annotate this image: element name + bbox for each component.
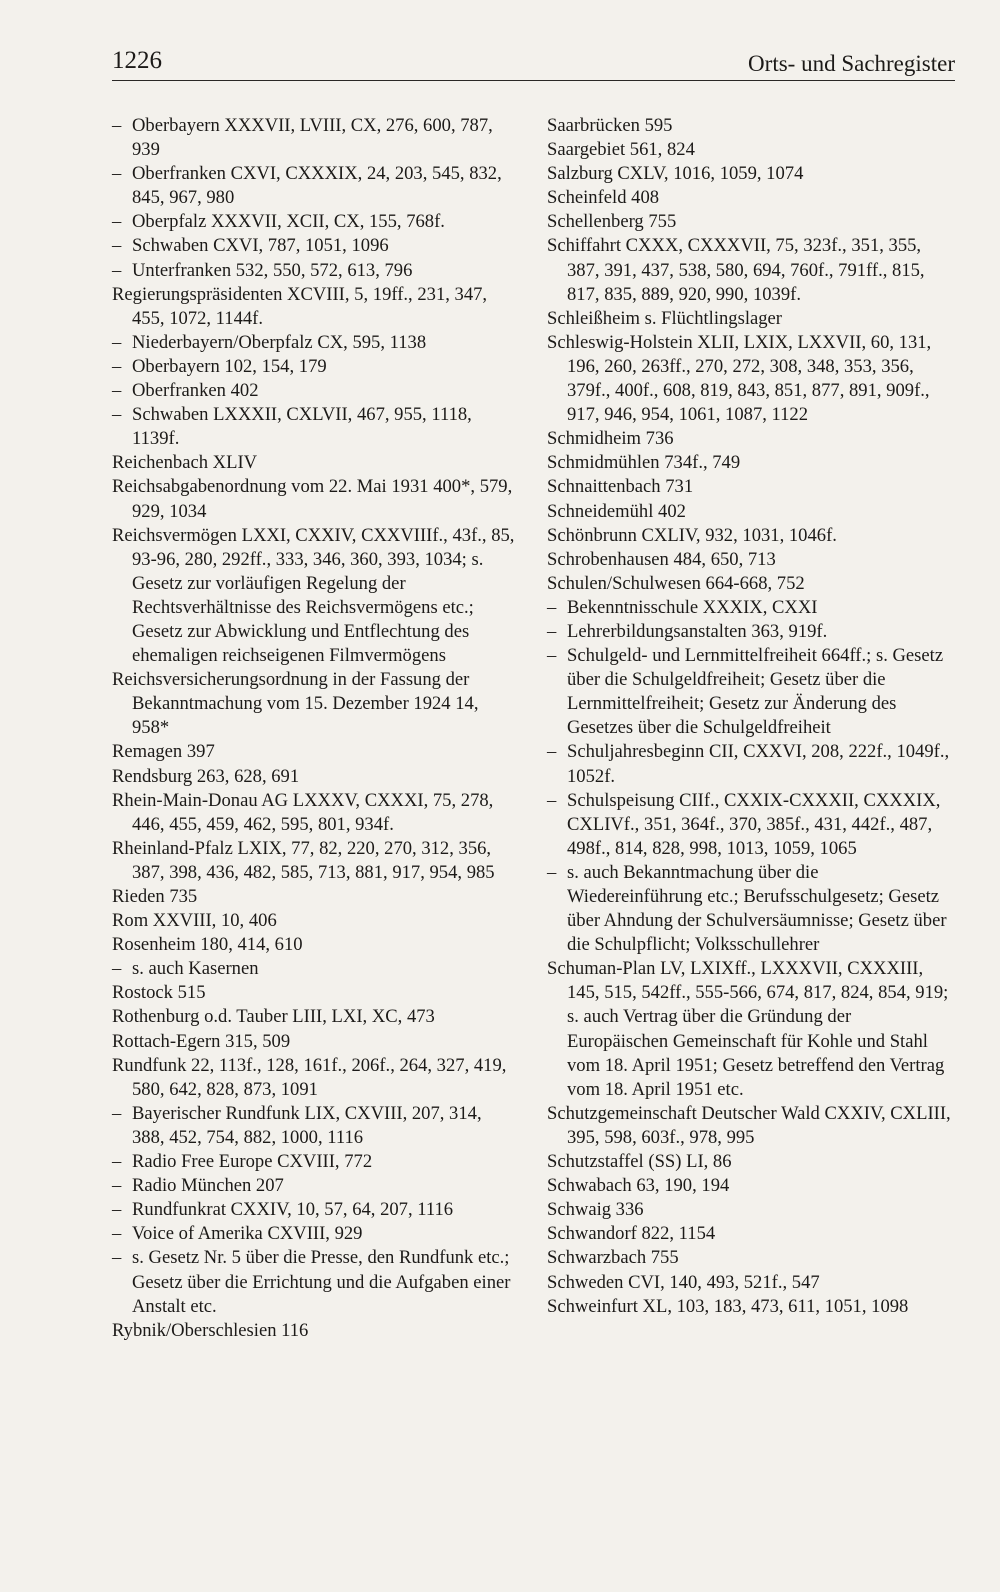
index-entry <box>547 957 951 1102</box>
index-entry <box>112 789 516 837</box>
index-entry <box>547 1271 951 1295</box>
index-entry <box>112 885 516 909</box>
index-entry <box>547 138 951 162</box>
index-entry <box>547 427 951 451</box>
index-entry <box>547 186 951 210</box>
entry-text: Saargebiet 561, 824 <box>547 139 695 161</box>
subentry-dash: – <box>112 163 122 185</box>
subentry-dash: – <box>112 331 122 353</box>
subentry-dash: – <box>547 861 557 883</box>
entry-text: Voice of Amerika CXVIII, 929 <box>132 1223 363 1245</box>
entry-text: Rundfunk 22, 113f., 128, 161f., 206f., 264, 327, 419, 580, 642, 828, 873, 1091 <box>112 1054 507 1100</box>
subentry-dash: – <box>112 1175 122 1197</box>
entry-text: Rosenheim 180, 414, 610 <box>112 934 303 956</box>
subentry-dash: – <box>547 645 557 667</box>
page-number: 1226 <box>112 47 162 74</box>
entry-text: Schmidheim 736 <box>547 428 674 450</box>
index-entry <box>547 307 951 331</box>
index-entry <box>112 475 516 523</box>
entry-text: Schweinfurt XL, 103, 183, 473, 611, 1051, 1098 <box>547 1295 909 1317</box>
index-subentry <box>547 861 951 957</box>
entry-text: Schulspeisung CIIf., CXXIX-CXXXII, CXXXIX, CXLIVf., 351, 364f., 370, 385f., 431, 442f., 487, 498f., 814, 828, 998, 1013, 1059, 1065 <box>567 789 941 859</box>
index-entry <box>547 1295 951 1319</box>
entry-text: Oberpfalz XXXVII, XCII, CX, 155, 768f. <box>132 211 445 233</box>
index-subentry <box>547 620 951 644</box>
index-column-right <box>547 114 951 1319</box>
entry-text: Reichenbach XLIV <box>112 452 258 474</box>
index-subentry <box>112 379 516 403</box>
subentry-dash: – <box>112 404 122 426</box>
entry-text: Rom XXVIII, 10, 406 <box>112 910 277 932</box>
subentry-dash: – <box>112 115 122 136</box>
entry-text: Oberfranken 402 <box>132 380 259 402</box>
index-subentry <box>112 331 516 355</box>
entry-text: Schwarzbach 755 <box>547 1247 679 1269</box>
index-entry <box>112 1054 516 1102</box>
index-entry <box>112 740 516 764</box>
entry-text: Schmidmühlen 734f., 749 <box>547 452 741 474</box>
entry-text: Reichsversicherungsordnung in der Fassung der Bekanntmachung vom 15. Dezember 1924 14, 958* <box>112 669 479 739</box>
subentry-dash: – <box>112 1151 122 1173</box>
page-header <box>112 46 955 81</box>
subentry-dash: – <box>112 1199 122 1221</box>
index-subentry <box>112 1102 516 1150</box>
index-entry <box>547 500 951 524</box>
running-head: Orts- und Sachregister <box>748 51 955 76</box>
entry-text: Radio Free Europe CXVIII, 772 <box>132 1151 373 1173</box>
entry-text: Schönbrunn CXLIV, 932, 1031, 1046f. <box>547 524 837 546</box>
entry-text: Oberfranken CXVI, CXXXIX, 24, 203, 545, 832, 845, 967, 980 <box>132 163 502 209</box>
entry-text: Regierungspräsidenten XCVIII, 5, 19ff., 231, 347, 455, 1072, 1144f. <box>112 283 488 329</box>
index-entry <box>547 1246 951 1270</box>
entry-text: Scheinfeld 408 <box>547 187 660 209</box>
entry-text: Rostock 515 <box>112 982 206 1004</box>
index-entry <box>112 765 516 789</box>
entry-text: Schutzgemeinschaft Deutscher Wald CXXIV, CXLIII, 395, 598, 603f., 978, 995 <box>547 1102 951 1148</box>
entry-text: Saarbrücken 595 <box>547 115 673 136</box>
index-subentry <box>112 403 516 451</box>
entry-text: Rottach-Egern 315, 509 <box>112 1030 291 1052</box>
entry-text: Unterfranken 532, 550, 572, 613, 796 <box>132 259 413 281</box>
index-entry <box>547 1150 951 1174</box>
entry-text: Schwaig 336 <box>547 1199 644 1221</box>
entry-text: Remagen 397 <box>112 741 215 763</box>
entry-text: s. Gesetz Nr. 5 über die Presse, den Rundfunk etc.; Gesetz über die Errichtung und die Aufgaben einer Anstalt etc. <box>132 1247 511 1317</box>
index-entry <box>112 283 516 331</box>
entry-text: Schwabach 63, 190, 194 <box>547 1175 730 1197</box>
index-subentry <box>112 259 516 283</box>
subentry-dash: – <box>547 620 557 642</box>
index-entry <box>112 1005 516 1029</box>
entry-text: Schwaben LXXXII, CXLVII, 467, 955, 1118, 1139f. <box>132 404 472 450</box>
entry-text: Schrobenhausen 484, 650, 713 <box>547 548 776 570</box>
entry-text: Niederbayern/Oberpfalz CX, 595, 1138 <box>132 331 427 353</box>
entry-text: Lehrerbildungsanstalten 363, 919f. <box>567 620 828 642</box>
index-subentry <box>112 355 516 379</box>
subentry-dash: – <box>112 380 122 402</box>
entry-text: Schleißheim s. Flüchtlingslager <box>547 307 782 329</box>
index-subentry <box>112 210 516 234</box>
index-subentry <box>112 1246 516 1318</box>
index-entry <box>547 451 951 475</box>
index-subentry <box>112 957 516 981</box>
index-entry <box>112 933 516 957</box>
entry-text: Schneidemühl 402 <box>547 500 686 522</box>
index-entry <box>547 114 951 138</box>
subentry-dash: – <box>547 741 557 763</box>
entry-text: Salzburg CXLV, 1016, 1059, 1074 <box>547 163 804 185</box>
index-entry <box>112 668 516 740</box>
index-subentry <box>112 162 516 210</box>
entry-text: Rundfunkrat CXXIV, 10, 57, 64, 207, 1116 <box>132 1199 454 1221</box>
index-entry <box>112 1319 516 1343</box>
entry-text: Schiffahrt CXXX, CXXXVII, 75, 323f., 351, 355, 387, 391, 437, 538, 580, 694, 760f., 791ff., 815, 817, 835, 889, 920, 990, 1039f. <box>547 235 925 305</box>
entry-text: Radio München 207 <box>132 1175 284 1197</box>
index-entry <box>112 524 516 669</box>
entry-text: Oberbayern 102, 154, 179 <box>132 355 327 377</box>
subentry-dash: – <box>112 235 122 257</box>
index-entry <box>547 234 951 306</box>
entry-text: Schwandorf 822, 1154 <box>547 1223 716 1245</box>
entry-text: Rothenburg o.d. Tauber LIII, LXI, XC, 473 <box>112 1006 435 1028</box>
subentry-dash: – <box>112 259 122 281</box>
entry-text: Bayerischer Rundfunk LIX, CXVIII, 207, 314, 388, 452, 754, 882, 1000, 1116 <box>132 1102 482 1148</box>
entry-text: Schweden CVI, 140, 493, 521f., 547 <box>547 1271 820 1293</box>
entry-text: Rhein-Main-Donau AG LXXXV, CXXXI, 75, 278, 446, 455, 459, 462, 595, 801, 934f. <box>112 789 494 835</box>
index-entry <box>112 1030 516 1054</box>
index-entry <box>547 162 951 186</box>
index-subentry <box>112 1222 516 1246</box>
subentry-dash: – <box>547 596 557 618</box>
entry-text: Schwaben CXVI, 787, 1051, 1096 <box>132 235 389 257</box>
entry-text: Schuljahresbeginn CII, CXXVI, 208, 222f., 1049f., 1052f. <box>567 741 950 787</box>
index-entry <box>547 1174 951 1198</box>
entry-text: s. auch Kasernen <box>132 958 259 980</box>
entry-text: Rheinland-Pfalz LXIX, 77, 82, 220, 270, 312, 356, 387, 398, 436, 482, 585, 713, 881, 917, 954, 985 <box>112 837 495 883</box>
index-entry <box>547 331 951 427</box>
subentry-dash: – <box>112 355 122 377</box>
subentry-dash: – <box>112 1223 122 1245</box>
index-entry <box>547 572 951 596</box>
entry-text: Schnaittenbach 731 <box>547 476 694 498</box>
index-entry <box>112 837 516 885</box>
entry-text: s. auch Bekanntmachung über die Wiedereinführung etc.; Berufsschulgesetz; Gesetz über Ahndung der Schulversäumnisse; Gesetz über die Schulpflicht; Volksschullehrer <box>567 861 947 956</box>
index-subentry <box>547 789 951 861</box>
index-subentry <box>112 234 516 258</box>
entry-text: Schellenberg 755 <box>547 211 677 233</box>
entry-text: Schulen/Schulwesen 664-668, 752 <box>547 572 805 594</box>
index-entry <box>547 1102 951 1150</box>
entry-text: Schutzstaffel (SS) LI, 86 <box>547 1151 732 1173</box>
index-subentry <box>112 1198 516 1222</box>
entry-text: Schulgeld- und Lernmittelfreiheit 664ff.; s. Gesetz über die Schulgeldfreiheit; Gesetz über die Lernmittelfreiheit; Gesetz zur Änderung des Gesetzes über die Schulgeldfreiheit <box>567 645 944 739</box>
index-entry <box>547 1198 951 1222</box>
index-subentry <box>112 114 516 162</box>
index-entry <box>547 210 951 234</box>
index-entry <box>547 475 951 499</box>
subentry-dash: – <box>112 1102 122 1124</box>
subentry-dash: – <box>112 958 122 980</box>
index-subentry <box>547 740 951 788</box>
index-entry <box>547 548 951 572</box>
index-subentry <box>112 1174 516 1198</box>
entry-text: Bekenntnisschule XXXIX, CXXI <box>567 596 818 618</box>
index-subentry <box>112 1150 516 1174</box>
index-entry <box>112 451 516 475</box>
index-entry <box>112 909 516 933</box>
index-entry <box>547 1222 951 1246</box>
index-subentry <box>547 644 951 740</box>
subentry-dash: – <box>112 1247 122 1269</box>
entry-text: Rendsburg 263, 628, 691 <box>112 765 300 787</box>
entry-text: Schleswig-Holstein XLII, LXIX, LXXVII, 60, 131, 196, 260, 263ff., 270, 272, 308, 348, 353, 356, 379f., 400f., 608, 819, 843, 851, 877, 891, 909f., 917, 946, 954, 1061, 1087, 1122 <box>547 331 932 426</box>
subentry-dash: – <box>547 789 557 811</box>
index-entry <box>112 981 516 1005</box>
entry-text: Reichsabgabenordnung vom 22. Mai 1931 400*, 579, 929, 1034 <box>112 476 513 522</box>
index-entry <box>547 524 951 548</box>
entry-text: Rybnik/Oberschlesien 116 <box>112 1319 309 1341</box>
subentry-dash: – <box>112 211 122 233</box>
entry-text: Rieden 735 <box>112 886 198 907</box>
entry-text: Schuman-Plan LV, LXIXff., LXXXVII, CXXXIII, 145, 515, 542ff., 555-566, 674, 817, 824, 854, 919; s. auch Vertrag über die Gründung der Europäischen Gemeinschaft für Kohle und Stahl vom 18. April 1951; Gesetz betreffend den Vertrag vom 18. April 1951 etc. <box>547 958 949 1100</box>
entry-text: Oberbayern XXXVII, LVIII, CX, 276, 600, 787, 939 <box>132 115 493 161</box>
index-subentry <box>547 596 951 620</box>
index-column-left <box>112 114 516 1343</box>
entry-text: Reichsvermögen LXXI, CXXIV, CXXVIIIf., 43f., 85, 93-96, 280, 292ff., 333, 346, 360, 393, 1034; s. Gesetz zur vorläufigen Regelung der Rechtsverhältnisse des Reichsvermögens etc.; Gesetz zur Abwicklung und Entflechtung des ehemaligen reichseigenen Filmvermögens <box>112 524 515 667</box>
